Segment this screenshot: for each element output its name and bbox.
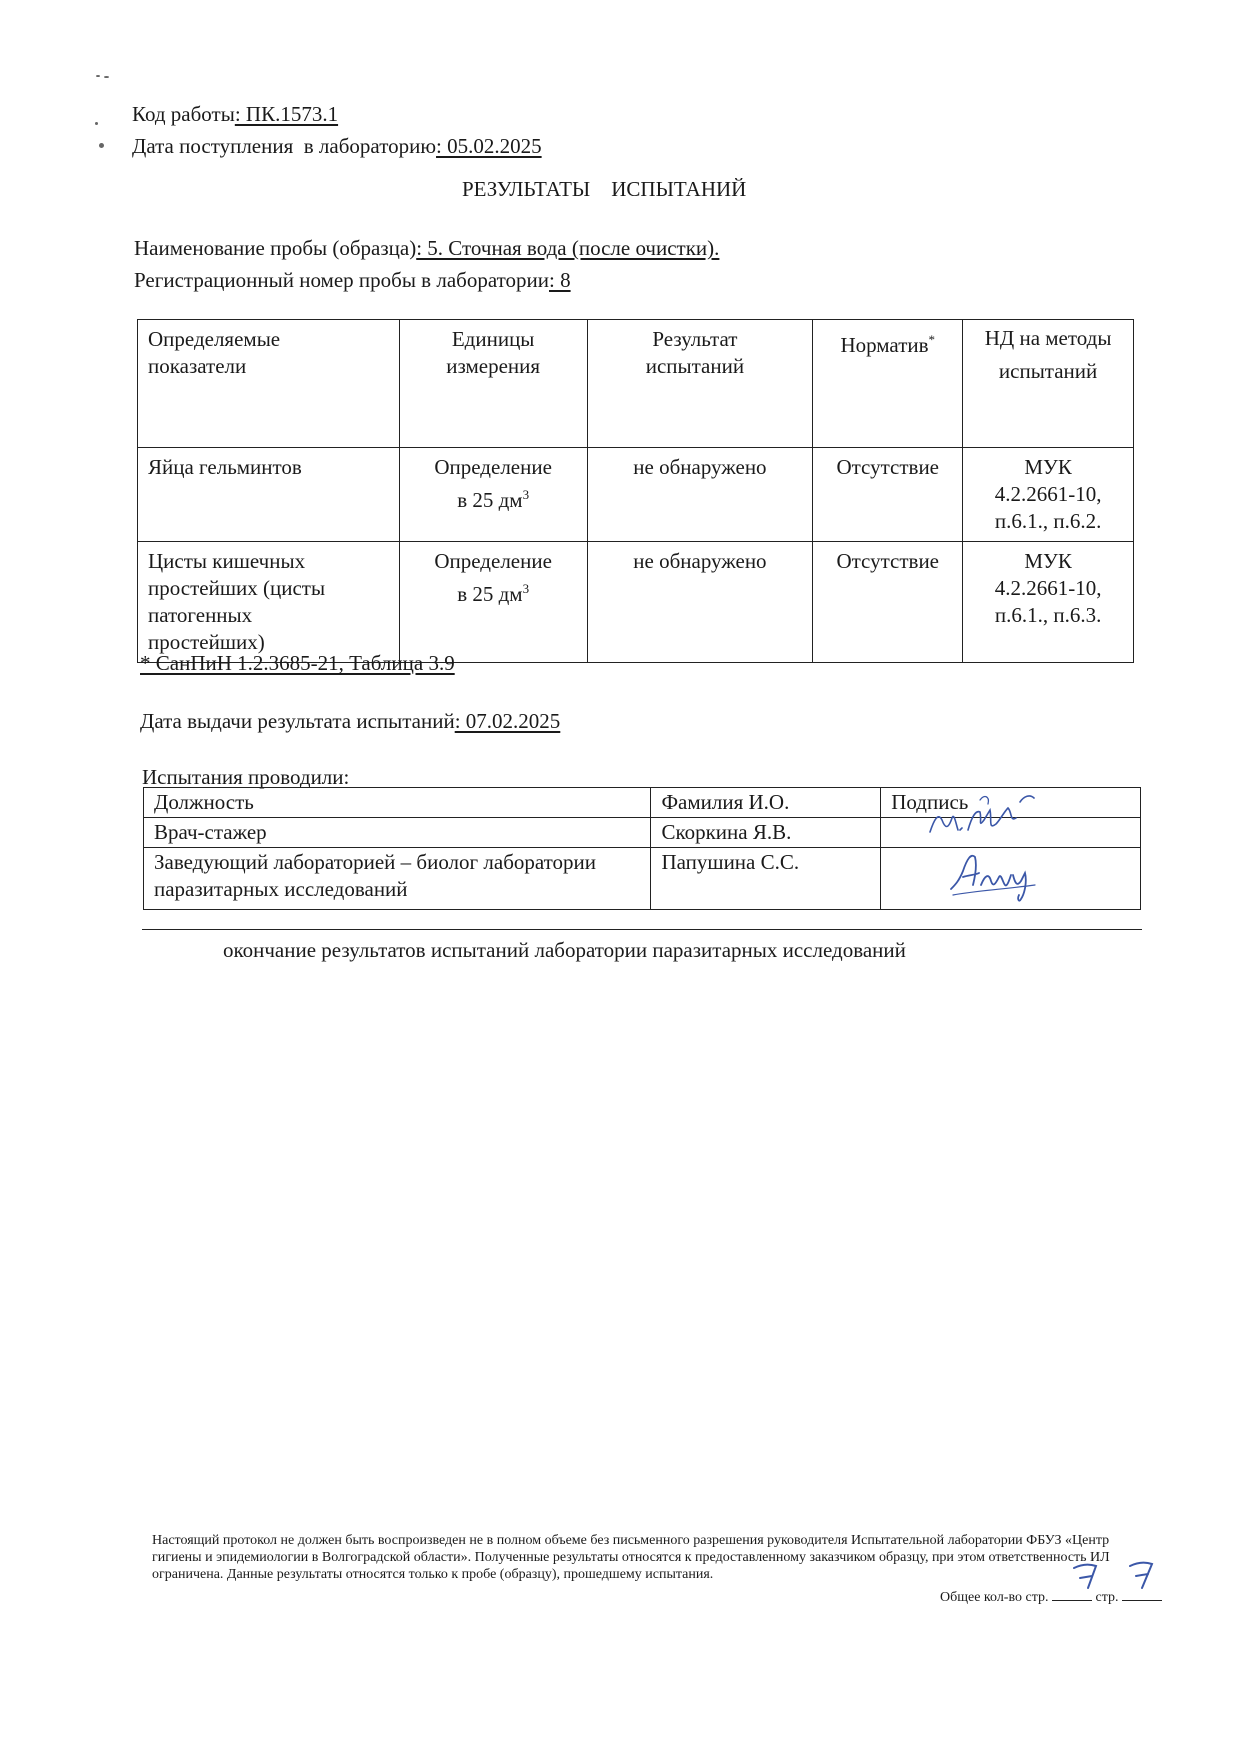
row-method-line3: п.6.1., п.6.3. bbox=[994, 603, 1102, 627]
signature-1-image bbox=[920, 790, 1050, 850]
row-norm: Отсутствие bbox=[813, 448, 963, 542]
page-count-label2: стр. bbox=[1095, 1590, 1119, 1605]
row-units-line1: Определение bbox=[434, 455, 552, 479]
document-title: РЕЗУЛЬТАТЫ ИСПЫТАНИЙ bbox=[462, 177, 747, 201]
issue-date-line bbox=[140, 709, 560, 734]
row-method bbox=[963, 448, 1134, 542]
sample-reg-label: Регистрационный номер пробы в лаборатории bbox=[134, 268, 549, 292]
results-table bbox=[137, 319, 1134, 663]
row-method-line1: МУК bbox=[1024, 549, 1072, 573]
row-units-text: в 25 дм bbox=[457, 488, 523, 512]
sample-reg-value: : 8 bbox=[549, 268, 571, 292]
sample-reg-line bbox=[134, 268, 571, 293]
scan-speck bbox=[95, 122, 98, 125]
staff-name: Скоркина Я.В. bbox=[651, 818, 881, 848]
section-divider bbox=[142, 929, 1142, 930]
sample-name-label: Наименование пробы (образца) bbox=[134, 236, 417, 260]
row-units-line1: Определение bbox=[434, 549, 552, 573]
row-units-sup: 3 bbox=[522, 581, 530, 596]
row-units-line2 bbox=[410, 481, 577, 514]
row-units bbox=[399, 542, 587, 663]
end-note: окончание результатов испытаний лаборатории паразитарных исследований bbox=[223, 938, 906, 962]
signature-2-image bbox=[945, 845, 1055, 905]
results-header-row bbox=[138, 320, 1134, 448]
work-code-label: Код работы bbox=[132, 102, 235, 126]
row-result: не обнаружено bbox=[587, 448, 813, 542]
row-indicator: Цисты кишечных простейших (цисты патогенных простейших) bbox=[138, 542, 400, 663]
staff-caption: Испытания проводили: bbox=[142, 765, 350, 789]
norm-footnote: * СанПиН 1.2.3685-21, Таблица 3.9 bbox=[140, 651, 455, 675]
staff-header-signature: Подпись bbox=[881, 788, 1141, 818]
header-method: НД на методы испытаний bbox=[963, 320, 1134, 448]
row-method bbox=[963, 542, 1134, 663]
header-units: Единицы измерения bbox=[399, 320, 587, 448]
row-indicator: Яйца гельминтов bbox=[138, 448, 400, 542]
scan-speck bbox=[96, 75, 100, 77]
received-date-line bbox=[132, 134, 542, 159]
row-units-sup: 3 bbox=[522, 487, 530, 502]
sample-name-value: : 5. Сточная вода (после очистки). bbox=[416, 236, 720, 260]
work-code-value: : ПК.1573.1 bbox=[234, 102, 339, 126]
page-count-label: Общее кол-во стр. bbox=[939, 1590, 1049, 1605]
staff-header-position: Должность bbox=[144, 788, 651, 818]
received-date-value: : 05.02.2025 bbox=[436, 134, 542, 158]
header-norm bbox=[813, 320, 963, 448]
page-count-line bbox=[940, 1590, 1162, 1606]
header-norm-mark: * bbox=[928, 332, 936, 347]
scan-speck bbox=[99, 143, 104, 148]
issue-date-value: : 07.02.2025 bbox=[454, 709, 561, 733]
page-count-blank bbox=[1122, 1600, 1162, 1601]
table-row bbox=[138, 448, 1134, 542]
header-result: Результат испытаний bbox=[587, 320, 813, 448]
page-count-blank bbox=[1052, 1600, 1092, 1601]
work-code-line bbox=[132, 102, 338, 127]
staff-position: Заведующий лабораторией – биолог лаборатории паразитарных исследований bbox=[144, 848, 651, 910]
scan-speck bbox=[104, 76, 109, 78]
header-norm-label: Норматив bbox=[840, 333, 929, 357]
row-result: не обнаружено bbox=[587, 542, 813, 663]
row-method-line1: МУК bbox=[1024, 455, 1072, 479]
staff-position: Врач-стажер bbox=[144, 818, 651, 848]
table-row bbox=[138, 542, 1134, 663]
row-method-line3: п.6.1., п.6.2. bbox=[994, 509, 1102, 533]
disclaimer: Настоящий протокол не должен быть воспроизведен не в полном объеме без письменного разрешения руководителя Испытательной лаборатории ФБУЗ «Центр гигиены и эпидемиологии в Волгоградской области». Полученные результаты относятся к предоставленному заказчиком образцу, при этом ответственность ИЛ ограничена. Данные результаты относятся только к пробе (образцу), прошедшему испытания. bbox=[152, 1533, 1110, 1582]
staff-name: Папушина С.С. bbox=[651, 848, 881, 910]
row-method-line2: 4.2.2661-10, bbox=[994, 482, 1102, 506]
row-units bbox=[399, 448, 587, 542]
row-norm: Отсутствие bbox=[813, 542, 963, 663]
row-method-line2: 4.2.2661-10, bbox=[994, 576, 1102, 600]
row-units-text: в 25 дм bbox=[457, 582, 523, 606]
row-units-line2 bbox=[410, 575, 577, 608]
received-date-label: Дата поступления в лабораторию bbox=[132, 134, 437, 158]
sample-name-line bbox=[134, 236, 719, 261]
header-indicator: Определяемые показатели bbox=[138, 320, 400, 448]
staff-header-name: Фамилия И.О. bbox=[651, 788, 881, 818]
issue-date-label: Дата выдачи результата испытаний bbox=[140, 709, 455, 733]
